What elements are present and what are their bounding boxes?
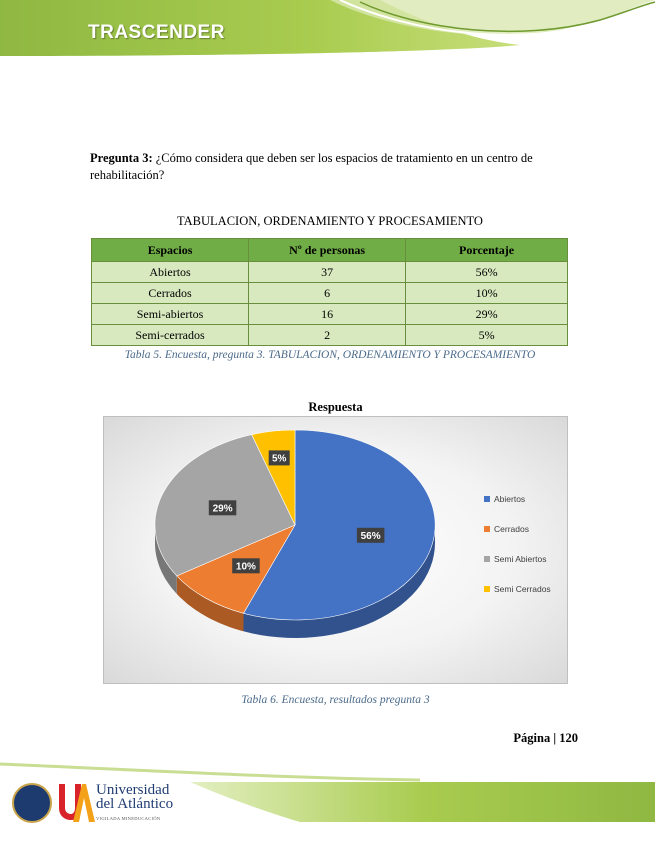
table-row [92,325,568,346]
legend-swatch [484,526,490,532]
brand-title: TRASCENDER [88,22,225,43]
table-header-row [92,239,568,262]
table-row [92,304,568,325]
column-header: Nº de personas [249,239,406,262]
table-row [92,283,568,304]
results-table [91,238,568,346]
data-label-text: 56% [360,530,381,542]
page-number: Página | 120 [513,731,578,745]
table-cell: 10% [406,283,568,304]
table-cell: Semi-abiertos [92,304,249,325]
legend-entry: Cerrados [494,524,529,534]
data-label [269,450,290,465]
data-label [209,500,237,515]
table-cell: 16 [249,304,406,325]
legend-entry: Semi Cerrados [494,584,551,594]
legend-swatch [484,496,490,502]
pie-chart [104,417,567,683]
table-cell: 5% [406,325,568,346]
table-cell: 29% [406,304,568,325]
table-cell: 6 [249,283,406,304]
legend-swatch [484,586,490,592]
table-cell: Abiertos [92,262,249,283]
table-title: TABULACION, ORDENAMIENTO Y PROCESAMIENTO [177,214,483,228]
chart-caption: Tabla 6. Encuesta, resultados pregunta 3 [241,694,430,706]
legend-entry: Abiertos [494,494,526,504]
table-cell: 2 [249,325,406,346]
table-cell: Cerrados [92,283,249,304]
chart-area [103,416,568,684]
data-label-text: 10% [235,561,256,573]
question-text [90,150,570,184]
table-cell: 56% [406,262,568,283]
question-body: ¿Cómo considera que deben ser los espacios de tratamiento en un centro de rehabilitación? [90,151,533,182]
data-label [232,558,260,573]
chart-legend [484,494,551,594]
legend-swatch [484,556,490,562]
data-label-text: 5% [271,453,287,465]
ua-logo [55,778,95,824]
legend-entry: Semi Abiertos [494,554,547,564]
university-name [96,783,173,826]
table-cell: 37 [249,262,406,283]
column-header: Espacios [92,239,249,262]
table-caption: Tabla 5. Encuesta, pregunta 3. TABULACION, ORDENAMIENTO Y PROCESAMIENTO [124,349,536,361]
chart-title: Respuesta [308,400,363,414]
data-label-text: 29% [212,503,233,515]
university-line2: del Atlántico [96,796,174,812]
question-label: Pregunta 3: [90,151,153,165]
data-label [357,528,385,543]
table-row [92,262,568,283]
crest-logo [12,783,52,823]
column-header: Porcentaje [406,239,568,262]
university-tagline: VIGILADA MINEDUCACIÓN [96,816,161,821]
table-cell: Semi-cerrados [92,325,249,346]
university-line1: Universidad [96,782,170,798]
